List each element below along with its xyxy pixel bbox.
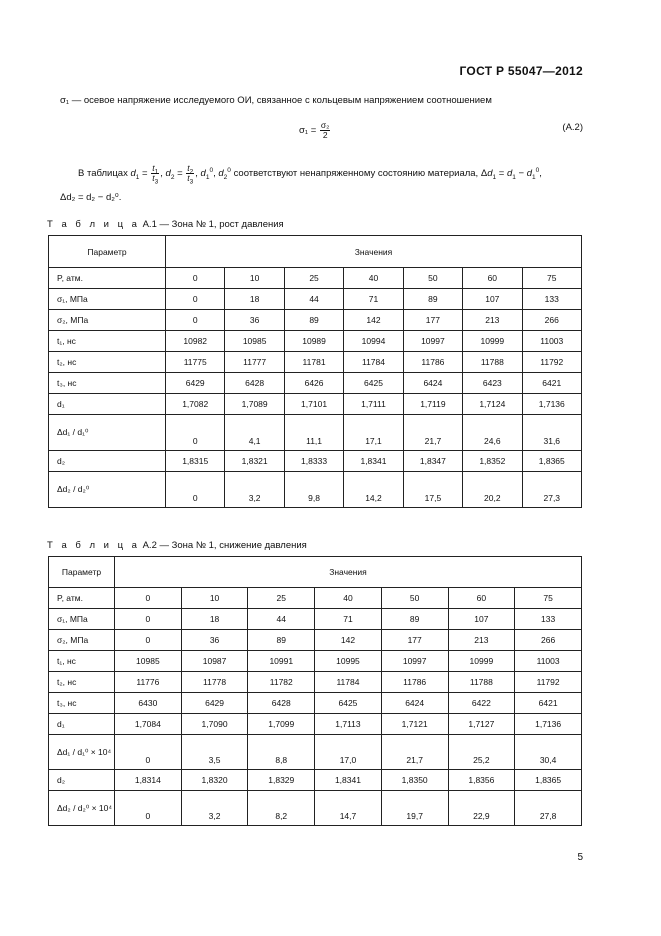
table-cell: 4,1 <box>225 415 284 451</box>
table-cell: 0 <box>115 630 182 651</box>
row-label: d₂ <box>49 770 115 791</box>
row-label: t₁, нс <box>49 651 115 672</box>
table-cell: 1,8321 <box>225 451 284 472</box>
row-label: t₃, нс <box>49 693 115 714</box>
table-cell: 1,8341 <box>315 770 382 791</box>
table-row <box>49 791 582 826</box>
table-cell: 1,7121 <box>381 714 448 735</box>
table-cell: 19,7 <box>381 791 448 826</box>
table-row <box>49 415 582 451</box>
table-cell: 10982 <box>166 331 225 352</box>
table-cell: 11782 <box>248 672 315 693</box>
row-label: d₂ <box>49 451 166 472</box>
line3-mid: соответствуют ненапряженному состоянию материала, <box>233 168 479 180</box>
table-cell: 6430 <box>115 693 182 714</box>
table-cell: 1,7113 <box>315 714 382 735</box>
table-cell: 75 <box>515 588 582 609</box>
table-row <box>49 331 582 352</box>
table2 <box>48 556 582 826</box>
table-cell: 1,7136 <box>515 714 582 735</box>
formula-denominator: 2 <box>322 130 328 140</box>
table-cell: 21,7 <box>381 735 448 770</box>
table-cell: 10999 <box>463 331 522 352</box>
table-cell: 1,8315 <box>166 451 225 472</box>
table-row <box>49 451 582 472</box>
table-cell: 1,8320 <box>181 770 248 791</box>
table-cell: 30,4 <box>515 735 582 770</box>
table1-caption <box>47 219 284 230</box>
table-cell: 75 <box>522 268 581 289</box>
row-label: Δd₁ / d₁⁰ × 10⁴ <box>49 735 115 770</box>
table-cell: 8,2 <box>248 791 315 826</box>
table-cell: 1,7111 <box>344 394 403 415</box>
table-cell: 36 <box>181 630 248 651</box>
table-cell: 11788 <box>463 352 522 373</box>
formula-a2 <box>299 121 331 140</box>
table-cell: 10985 <box>115 651 182 672</box>
page-number: 5 <box>577 852 583 863</box>
table-cell: 71 <box>344 289 403 310</box>
table-cell: 31,6 <box>522 415 581 451</box>
table-cell: 44 <box>248 609 315 630</box>
formula-numerator: σ₂ <box>320 120 330 130</box>
table-cell: 71 <box>315 609 382 630</box>
row-label: t₃, нс <box>49 373 166 394</box>
table-row <box>49 735 582 770</box>
row-label: P, атм. <box>49 268 166 289</box>
table-cell: 11784 <box>315 672 382 693</box>
table-cell: 1,8350 <box>381 770 448 791</box>
table-cell: 21,7 <box>403 415 462 451</box>
table-cell: 10985 <box>225 331 284 352</box>
table-cell: 11775 <box>166 352 225 373</box>
table-cell: 60 <box>463 268 522 289</box>
table-cell: 6428 <box>225 373 284 394</box>
table-cell: 1,7082 <box>166 394 225 415</box>
table-cell: 142 <box>344 310 403 331</box>
formula-lhs: σ₁ = <box>299 125 317 137</box>
table-cell: 27,3 <box>522 472 581 508</box>
table-cell: 1,7084 <box>115 714 182 735</box>
table-cell: 10997 <box>403 331 462 352</box>
table-cell: 14,7 <box>315 791 382 826</box>
table-cell: 3,2 <box>181 791 248 826</box>
table-cell: 1,8352 <box>463 451 522 472</box>
table-cell: 1,7127 <box>448 714 515 735</box>
table-cell: 1,7090 <box>181 714 248 735</box>
table-cell: 11778 <box>181 672 248 693</box>
document-header: ГОСТ Р 55047—2012 <box>459 64 583 78</box>
table-cell: 0 <box>115 735 182 770</box>
row-label: P, атм. <box>49 588 115 609</box>
table-row <box>49 588 582 609</box>
table-cell: 10997 <box>381 651 448 672</box>
table-cell: 11781 <box>284 352 343 373</box>
table-cell: 1,8347 <box>403 451 462 472</box>
table-cell: 6429 <box>181 693 248 714</box>
table-cell: 0 <box>115 609 182 630</box>
table-cell: 1,8314 <box>115 770 182 791</box>
table-cell: 24,6 <box>463 415 522 451</box>
row-label: σ₂, МПа <box>49 630 115 651</box>
table-cell: 3,5 <box>181 735 248 770</box>
table-cell: 10991 <box>248 651 315 672</box>
table-cell: 6429 <box>166 373 225 394</box>
table-cell: 89 <box>284 310 343 331</box>
table-cell: 1,8341 <box>344 451 403 472</box>
table-cell: 213 <box>463 310 522 331</box>
table-cell: 11784 <box>344 352 403 373</box>
table2-caption <box>47 540 307 551</box>
table-cell: 1,7124 <box>463 394 522 415</box>
table-cell: 25,2 <box>448 735 515 770</box>
table-cell: 6421 <box>515 693 582 714</box>
table-cell: 6424 <box>403 373 462 394</box>
table-row <box>49 693 582 714</box>
table-cell: 22,9 <box>448 791 515 826</box>
table-cell: 1,7136 <box>522 394 581 415</box>
table-row <box>49 394 582 415</box>
table-row <box>49 672 582 693</box>
table-cell: 11788 <box>448 672 515 693</box>
table-cell: 40 <box>315 588 382 609</box>
table-cell: 177 <box>381 630 448 651</box>
table-cell: 44 <box>284 289 343 310</box>
table-cell: 17,0 <box>315 735 382 770</box>
table-cell: 266 <box>515 630 582 651</box>
table-row <box>49 630 582 651</box>
table-cell: 8,8 <box>248 735 315 770</box>
table-cell: 1,8329 <box>248 770 315 791</box>
sigma-definition: σ₁ — осевое напряжение исследуемого ОИ, связанное с кольцевым напряжением соотношением <box>60 95 492 106</box>
table-cell: 6422 <box>448 693 515 714</box>
table1-caption-prefix: Т а б л и ц а <box>47 219 140 230</box>
values-header: Значения <box>115 557 582 588</box>
table-row <box>49 770 582 791</box>
table-cell: 6425 <box>344 373 403 394</box>
table-cell: 6423 <box>463 373 522 394</box>
table-cell: 10994 <box>344 331 403 352</box>
table-cell: 6425 <box>315 693 382 714</box>
table-cell: 0 <box>166 289 225 310</box>
table-cell: 213 <box>448 630 515 651</box>
table-row <box>49 472 582 508</box>
table-cell: 0 <box>115 588 182 609</box>
table-cell: 11786 <box>403 352 462 373</box>
table-cell: 27,8 <box>515 791 582 826</box>
row-label: σ₁, МПа <box>49 609 115 630</box>
table-row <box>49 268 582 289</box>
row-label: d₁ <box>49 394 166 415</box>
param-header: Параметр <box>49 236 166 268</box>
table-row <box>49 352 582 373</box>
table-cell: 107 <box>463 289 522 310</box>
table1-caption-text: А.1 — Зона № 1, рост давления <box>142 219 284 230</box>
table-cell: 60 <box>448 588 515 609</box>
table-cell: 1,8365 <box>515 770 582 791</box>
row-label: Δd₂ / d₂⁰ <box>49 472 166 508</box>
values-header: Значения <box>166 236 582 268</box>
table2-caption-text: А.2 — Зона № 1, снижение давления <box>142 540 307 551</box>
table-cell: 0 <box>166 415 225 451</box>
row-label: d₁ <box>49 714 115 735</box>
table-cell: 6424 <box>381 693 448 714</box>
paragraph-line4: Δd₂ = d₂ − d₂⁰. <box>60 192 122 203</box>
table-cell: 89 <box>248 630 315 651</box>
table-cell: 0 <box>166 268 225 289</box>
table-cell: 10995 <box>315 651 382 672</box>
table-cell: 0 <box>166 472 225 508</box>
table-cell: 10 <box>181 588 248 609</box>
table-cell: 11777 <box>225 352 284 373</box>
table-cell: 1,7119 <box>403 394 462 415</box>
table-cell: 1,8365 <box>522 451 581 472</box>
table-cell: 266 <box>522 310 581 331</box>
paragraph-line3: В таблицах $d_1$ = $\frac{t_1}{t_3}$ , $d_2$ = $\frac{t_2}{t_3}$ , $d_1^0$, $d_2^0$ соответствуют ненапряженному состоянию материала, $\Delta d_1 = d_1 - d_1^0$, <box>78 163 542 186</box>
table-cell: 142 <box>315 630 382 651</box>
row-label: t₂, нс <box>49 672 115 693</box>
row-label: Δd₂ / d₂⁰ × 10⁴ <box>49 791 115 826</box>
table-row <box>49 651 582 672</box>
table-row <box>49 310 582 331</box>
line3-start: В таблицах <box>78 168 128 180</box>
table-cell: 25 <box>284 268 343 289</box>
table-cell: 11003 <box>515 651 582 672</box>
row-label: t₁, нс <box>49 331 166 352</box>
table-cell: 10989 <box>284 331 343 352</box>
table-cell: 18 <box>181 609 248 630</box>
table-cell: 10 <box>225 268 284 289</box>
table-cell: 14,2 <box>344 472 403 508</box>
param-header: Параметр <box>49 557 115 588</box>
table-cell: 11792 <box>522 352 581 373</box>
table1 <box>48 235 582 508</box>
table-cell: 3,2 <box>225 472 284 508</box>
table2-caption-prefix: Т а б л и ц а <box>47 540 140 551</box>
table-cell: 89 <box>403 289 462 310</box>
table-cell: 0 <box>115 791 182 826</box>
table-cell: 20,2 <box>463 472 522 508</box>
table-cell: 1,7101 <box>284 394 343 415</box>
formula-number: (A.2) <box>562 122 583 133</box>
row-label: t₂, нс <box>49 352 166 373</box>
table-cell: 17,1 <box>344 415 403 451</box>
table-cell: 0 <box>166 310 225 331</box>
table-cell: 107 <box>448 609 515 630</box>
table-cell: 11776 <box>115 672 182 693</box>
table-row <box>49 289 582 310</box>
table-cell: 1,7099 <box>248 714 315 735</box>
formula-fraction <box>320 121 331 140</box>
table-cell: 11786 <box>381 672 448 693</box>
table-cell: 1,7089 <box>225 394 284 415</box>
table-cell: 1,8333 <box>284 451 343 472</box>
table-cell: 11,1 <box>284 415 343 451</box>
table-cell: 89 <box>381 609 448 630</box>
table-row <box>49 714 582 735</box>
table-cell: 11003 <box>522 331 581 352</box>
table-cell: 10987 <box>181 651 248 672</box>
table-row <box>49 609 582 630</box>
table-cell: 6421 <box>522 373 581 394</box>
table-row <box>49 373 582 394</box>
row-label: Δd₁ / d₁⁰ <box>49 415 166 451</box>
row-label: σ₂, МПа <box>49 310 166 331</box>
table-cell: 25 <box>248 588 315 609</box>
row-label: σ₁, МПа <box>49 289 166 310</box>
table-cell: 1,8356 <box>448 770 515 791</box>
table-cell: 17,5 <box>403 472 462 508</box>
table-cell: 50 <box>403 268 462 289</box>
table-cell: 133 <box>515 609 582 630</box>
table-cell: 133 <box>522 289 581 310</box>
table-cell: 10999 <box>448 651 515 672</box>
table-cell: 50 <box>381 588 448 609</box>
table-cell: 11792 <box>515 672 582 693</box>
table-cell: 18 <box>225 289 284 310</box>
table-cell: 40 <box>344 268 403 289</box>
table-cell: 6426 <box>284 373 343 394</box>
table-cell: 36 <box>225 310 284 331</box>
table-cell: 177 <box>403 310 462 331</box>
table-cell: 6428 <box>248 693 315 714</box>
table-cell: 9,8 <box>284 472 343 508</box>
